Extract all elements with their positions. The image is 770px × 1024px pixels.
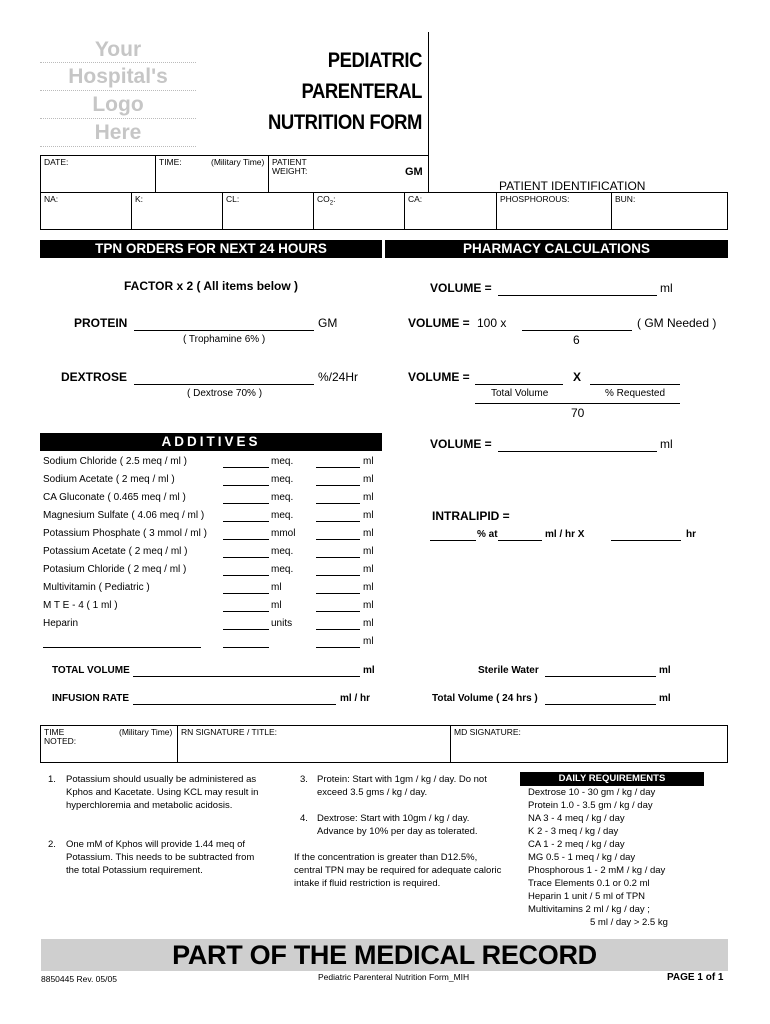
additive-volume-input[interactable] [316,557,360,558]
co2-label [317,194,336,207]
note-1-text: Potassium should usually be administered as Kphos and Kacetate. Using KCL may result in hyperchloremia and metabolic acidosis. [66,774,259,811]
volume-input-1[interactable] [498,295,657,296]
note-2-text: One mM of Kphos will provide 1.44 meq of Potassium. This needs to be subtracted from the total Potassium requirement. [66,839,255,876]
date-field[interactable] [40,155,156,193]
protein-label: PROTEIN [74,316,128,330]
logo-line-3: Logo [92,93,144,116]
additive-ml-unit: ml [363,618,374,629]
volume-label-protein: VOLUME = [408,316,470,330]
factor-label [124,279,298,293]
total-volume-input[interactable] [475,384,563,385]
note-1-number: 1. [48,774,56,785]
daily-requirement-line: Trace Elements 0.1 or 0.2 ml [528,878,650,889]
rn-signature-label: RN SIGNATURE / TITLE: [181,727,278,737]
md-signature-label: MD SIGNATURE: [454,727,521,737]
infusion-rate-unit: ml / hr [340,693,371,704]
time-noted-field[interactable] [40,725,178,763]
volume-unit-additives: ml [660,437,673,451]
note-1 [48,773,268,812]
additive-unit: units [271,618,293,629]
daily-requirements-header: DAILY REQUIREMENTS [520,772,704,786]
daily-requirement-line: Multivitamins 2 ml / kg / day ; [528,904,650,915]
protein-unit: GM [318,316,338,330]
note-2 [48,838,268,877]
co2-field[interactable] [313,192,405,230]
additive-dose-input[interactable] [223,629,269,630]
additive-name: Potassium Acetate ( 2 meq / ml ) [43,546,188,557]
additive-unit: meq. [271,564,294,575]
tpn-orders-header: TPN ORDERS FOR NEXT 24 HOURS [40,240,382,258]
infusion-rate-label: INFUSION RATE [52,693,130,704]
dextrose-input[interactable] [134,384,314,385]
total-volume-caption: Total Volume [491,388,549,399]
additive-dose-input[interactable] [223,647,269,648]
na-label: NA: [44,194,59,204]
time-noted-military-label: (Military Time) [119,727,173,737]
additive-dose-input[interactable] [223,521,269,522]
k-field[interactable] [131,192,223,230]
note-4-number: 4. [300,813,308,824]
additive-volume-input[interactable] [316,467,360,468]
total-volume-field[interactable] [133,676,360,677]
intralipid-percent-input[interactable] [430,540,476,541]
additive-ml-unit: ml [363,546,374,557]
additive-name: Magnesium Sulfate ( 4.06 meq / ml ) [43,510,205,521]
daily-requirements-list [528,786,668,929]
k-label: K: [135,194,144,204]
additive-dose-input[interactable] [223,593,269,594]
additive-name: Heparin [43,618,79,629]
additive-dose-input[interactable] [223,611,269,612]
divisor-seventy: 70 [571,406,585,420]
additive-custom-name-input[interactable] [43,647,201,648]
additive-ml-unit: ml [363,510,374,521]
additive-volume-input[interactable] [316,521,360,522]
additive-ml-unit: ml [363,456,374,467]
percent-requested-input[interactable] [590,384,680,385]
daily-requirement-line: CA 1 - 2 meq / kg / day [528,839,625,850]
logo-line-1: Your [94,38,142,61]
additive-ml-unit: ml [363,528,374,539]
bun-field[interactable] [611,192,728,230]
additive-volume-input[interactable] [316,539,360,540]
logo-line-4: Here [94,121,142,144]
cl-label: CL: [226,194,240,204]
multiply-x: X [573,370,582,384]
total-volume-24-label: Total Volume ( 24 hrs ) [432,693,538,704]
note-2-number: 2. [48,839,56,850]
additive-volume-input[interactable] [316,611,360,612]
additive-volume-input[interactable] [316,593,360,594]
daily-requirement-line: MG 0.5 - 1 meq / kg / day [528,852,636,863]
additive-unit: meq. [271,492,294,503]
additives-header: ADDITIVES [40,433,382,451]
note-3 [300,773,505,799]
note-3-text: Protein: Start with 1gm / kg / day. Do not exceed 3.5 gms / kg / day. [317,774,487,798]
note-3-number: 3. [300,774,308,785]
trophamine-note: ( Trophamine 6% ) [183,334,266,345]
pharmacy-calculations-header: PHARMACY CALCULATIONS [385,240,728,258]
volume-label-additives: VOLUME = [430,437,492,451]
medical-record-text: PART OF THE MEDICAL RECORD [172,940,597,970]
percent-requested-caption: % Requested [605,388,666,399]
volume-label-dextrose: VOLUME = [408,370,470,384]
hundred-x-label: 100 x [477,316,507,330]
time-label: TIME: [159,157,182,167]
volume-unit-1: ml [660,281,673,295]
phosphorous-label: PHOSPHOROUS: [500,194,570,204]
additive-volume-input[interactable] [316,647,360,648]
additive-unit: meq. [271,456,294,467]
total-volume-label: TOTAL VOLUME [52,665,130,676]
date-label: DATE: [44,157,69,167]
sterile-water-field[interactable] [545,676,656,677]
additive-dose-input[interactable] [223,503,269,504]
time-noted-label: TIME NOTED: [44,727,77,746]
rn-signature-field[interactable] [177,725,451,763]
additive-unit: meq. [271,546,294,557]
additive-name: Potasium Chloride ( 2 meq / ml ) [43,564,187,575]
protein-input[interactable] [134,330,314,331]
page-number: PAGE 1 of 1 [667,972,724,983]
additive-dose-input[interactable] [223,557,269,558]
bun-label: BUN: [615,194,636,204]
additive-ml-unit: ml [363,492,374,503]
ca-label: CA: [408,194,423,204]
dextrose-unit: %/24Hr [318,370,359,384]
md-signature-field[interactable] [450,725,728,763]
sterile-water-label: Sterile Water [478,665,539,676]
daily-requirement-line: Dextrose 10 - 30 gm / kg / day [528,787,656,798]
additive-dose-input[interactable] [223,485,269,486]
intralipid-rate-input[interactable] [498,540,542,541]
total-volume-24-unit: ml [659,693,671,704]
phosphorous-field[interactable] [496,192,612,230]
additive-ml-unit: ml [363,636,374,647]
daily-requirement-line: Heparin 1 unit / 5 ml of TPN [528,891,646,902]
daily-requirement-line: 5 ml / day > 2.5 kg [590,917,668,928]
additive-name: Potassium Phosphate ( 3 mmol / ml ) [43,528,207,539]
dextrose-label: DEXTROSE [61,370,128,384]
time-field[interactable] [155,155,269,193]
additive-name: Multivitamin ( Pediatric ) [43,582,150,593]
military-time-label: (Military Time) [211,157,265,167]
volume-label-1: VOLUME = [430,281,492,295]
daily-requirement-line: K 2 - 3 meq / kg / day [528,826,619,837]
intralipid-hours-input[interactable] [611,540,681,541]
additive-unit: ml [271,582,282,593]
intralipid-percent-at: % at [477,529,498,540]
note-4 [300,812,505,838]
weight-unit-gm: GM [405,166,423,178]
infusion-rate-field[interactable] [133,704,336,705]
additive-name: M T E - 4 ( 1 ml ) [43,600,118,611]
co2-subscript: 2 [329,200,334,207]
additive-volume-input[interactable] [316,485,360,486]
divisor-six: 6 [573,333,580,347]
logo-line-2: Hospital's [68,65,168,88]
additive-volume-input[interactable] [316,629,360,630]
form-title-line-1: PEDIATRIC [327,49,422,72]
volume-input-additives[interactable] [498,451,657,452]
revision-number: 8850445 Rev. 05/05 [41,974,117,984]
daily-requirement-line: NA 3 - 4 meq / kg / day [528,813,625,824]
additive-ml-unit: ml [363,582,374,593]
co2-colon: : [333,194,336,204]
gm-needed-label: ( GM Needed ) [637,316,717,330]
additive-unit: ml [271,600,282,611]
additive-volume-input[interactable] [316,575,360,576]
dextrose-70-note: ( Dextrose 70% ) [187,388,263,399]
na-field[interactable] [40,192,132,230]
intralipid-hr-unit: hr [686,529,696,540]
note-5: If the concentration is greater than D12.5%, central TPN may be required for adequate caloric intake if fluid restriction is required. [294,852,502,889]
additive-volume-input[interactable] [316,503,360,504]
cl-field[interactable] [222,192,314,230]
additive-unit: meq. [271,474,294,485]
form-title-line-3: NUTRITION FORM [268,111,422,134]
form-name: Pediatric Parenteral Nutrition Form_MIH [318,972,470,982]
factor-text: FACTOR x 2 ( All items below ) [124,279,299,293]
form-title-line-2: PARENTERAL [301,80,422,103]
additive-name: CA Gluconate ( 0.465 meq / ml ) [43,492,186,503]
intralipid-ml-hr-x: ml / hr X [545,529,585,540]
patient-weight-label: PATIENT WEIGHT: [272,157,308,176]
daily-requirement-line: Protein 1.0 - 3.5 gm / kg / day [528,800,653,811]
sterile-water-unit: ml [659,665,671,676]
additive-ml-unit: ml [363,564,374,575]
additive-dose-input[interactable] [223,539,269,540]
additive-unit: meq. [271,510,294,521]
ca-field[interactable] [404,192,497,230]
patient-weight-field[interactable] [268,155,429,193]
total-volume-unit: ml [363,665,375,676]
co2-text: CO [317,194,330,204]
additive-dose-input[interactable] [223,467,269,468]
additive-name: Sodium Chloride ( 2.5 meq / ml ) [43,456,187,467]
total-volume-24-field[interactable] [545,704,656,705]
additive-ml-unit: ml [363,474,374,485]
additive-name: Sodium Acetate ( 2 meq / ml ) [43,474,175,485]
additive-unit: mmol [271,528,296,539]
gm-needed-input[interactable] [522,330,632,331]
note-4-text: Dextrose: Start with 10gm / kg / day. Advance by 10% per day as tolerated. [317,813,478,837]
daily-requirement-line: Phosphorous 1 - 2 mM / kg / day [528,865,666,876]
patient-identification-label: PATIENT IDENTIFICATION [499,179,646,193]
intralipid-label: INTRALIPID = [432,509,510,523]
additive-dose-input[interactable] [223,575,269,576]
additive-ml-unit: ml [363,600,374,611]
